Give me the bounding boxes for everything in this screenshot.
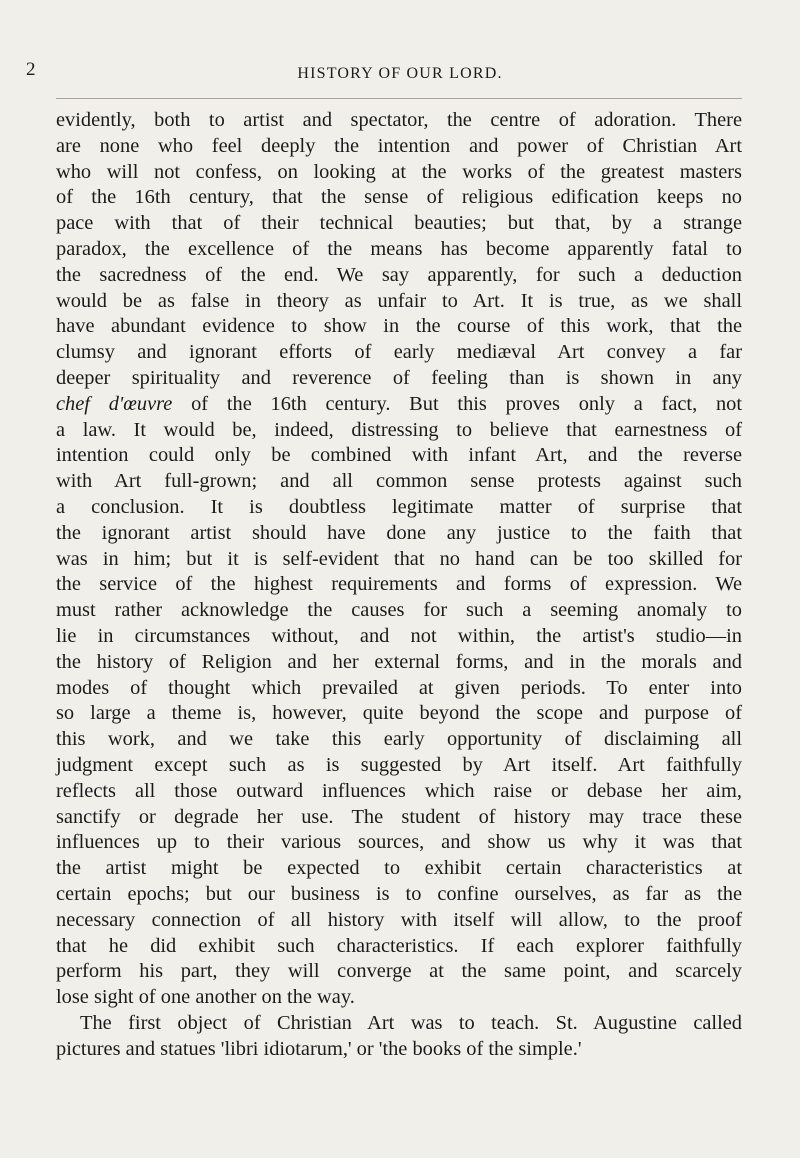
text-line: reflects all those outward influences which raise or debase her aim, xyxy=(56,779,742,802)
text-line: paradox, the excellence of the means has become apparently fatal to xyxy=(56,237,742,260)
italic-phrase: chef d'œuvre xyxy=(56,392,173,415)
text-line: the service of the highest requirements and forms of expression. We xyxy=(56,573,742,596)
text-line: with Art full-grown; and all common sense protests against such xyxy=(56,470,742,493)
text-line: intention could only be combined with infant Art, and the reverse xyxy=(56,444,742,467)
text-line: evidently, both to artist and spectator, the centre of adoration. There xyxy=(56,109,742,131)
text-line: pictures and statues 'libri idiotarum,' or 'the books of the simple.' xyxy=(56,1037,582,1060)
text-line: that he did exhibit such characteristics. If each explorer faithfully xyxy=(56,934,742,957)
text-line: would be as false in theory as unfair to Art. It is true, as we shall xyxy=(56,289,742,312)
text-line: so large a theme is, however, quite beyond the scope and purpose of xyxy=(56,702,742,725)
text-line: the history of Religion and her external forms, and in the morals and xyxy=(56,650,742,673)
text-line: must rather acknowledge the causes for such a seeming anomaly to xyxy=(56,599,742,622)
paragraph-start-line: The first object of Christian Art was to teach. St. Augustine called xyxy=(80,1011,742,1034)
text-line: who will not confess, on looking at the works of the greatest masters xyxy=(56,160,742,183)
text-line: modes of thought which prevailed at given periods. To enter into xyxy=(56,676,742,699)
text-line: the artist might be expected to exhibit certain characteristics at xyxy=(56,857,742,880)
text-line: pace with that of their technical beauties; but that, by a strange xyxy=(56,212,742,235)
text-line: a law. It would be, indeed, distressing to believe that earnestness of xyxy=(56,418,742,441)
text-line: clumsy and ignorant efforts of early mediæval Art convey a far xyxy=(56,341,742,364)
text-line: this work, and we take this early opportunity of disclaiming all xyxy=(56,728,742,751)
text-line: have abundant evidence to show in the course of this work, that the xyxy=(56,315,742,338)
text-line: necessary connection of all history with itself will allow, to the proof xyxy=(56,908,742,931)
paragraph-end-line: lose sight of one another on the way. xyxy=(56,986,355,1009)
page-number: 2 xyxy=(26,59,36,80)
header-rule xyxy=(56,98,742,99)
text-line: influences up to their various sources, and show us why it was that xyxy=(56,831,742,854)
text-line: lie in circumstances without, and not within, the artist's studio—in xyxy=(56,624,742,647)
text-line-with-italic xyxy=(56,392,742,418)
text-line: perform his part, they will converge at the same point, and scarcely xyxy=(56,960,742,983)
text-line: certain epochs; but our business is to confine ourselves, as far as the xyxy=(56,882,742,905)
text-line: are none who feel deeply the intention and power of Christian Art xyxy=(56,134,742,157)
text-line: was in him; but it is self-evident that no hand can be too skilled for xyxy=(56,547,742,570)
text-line: sanctify or degrade her use. The student of history may trace these xyxy=(56,805,742,828)
body-text xyxy=(56,108,742,1062)
running-head-title: HISTORY OF OUR LORD. xyxy=(297,65,503,82)
text-line: deeper spirituality and reverence of feeling than is shown in any xyxy=(56,366,742,389)
text-line: judgment except such as is suggested by Art itself. Art faithfully xyxy=(56,753,742,776)
text-line: the sacredness of the end. We say apparently, for such a deduction xyxy=(56,263,742,286)
line-remainder: of the 16th century. But this proves only a fact, not xyxy=(172,392,742,415)
text-line: a conclusion. It is doubtless legitimate matter of surprise that xyxy=(56,495,742,518)
text-line: the ignorant artist should have done any justice to the faith that xyxy=(56,521,742,544)
text-line: of the 16th century, that the sense of religious edification keeps no xyxy=(56,186,742,209)
